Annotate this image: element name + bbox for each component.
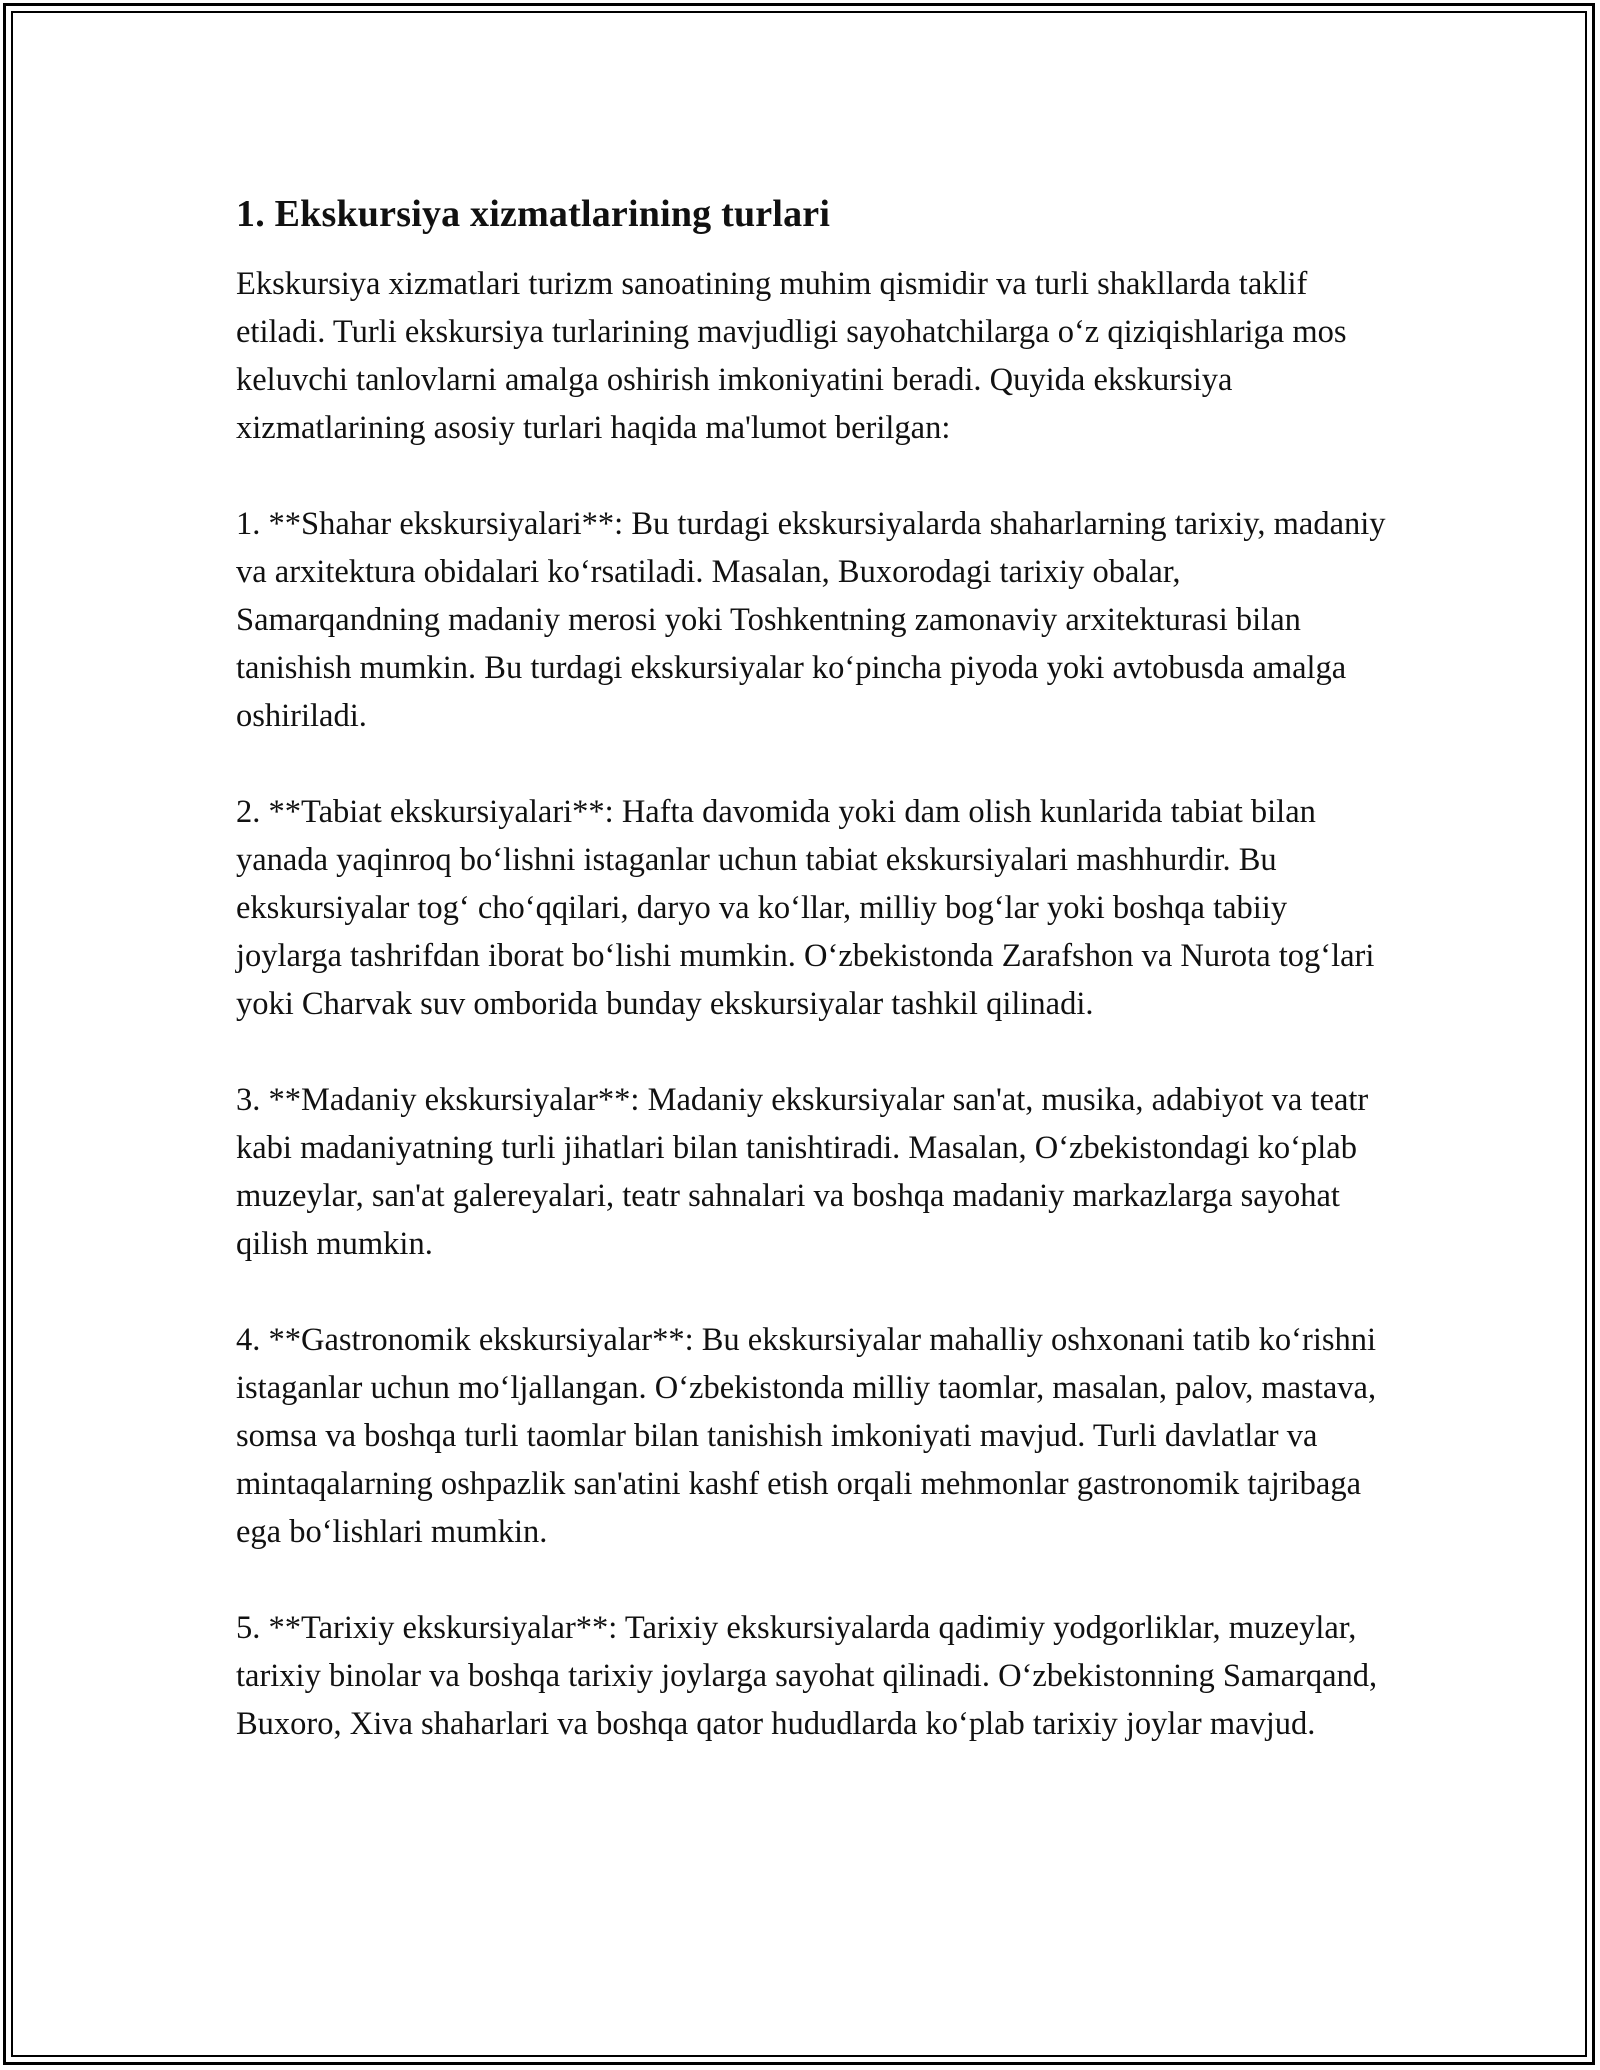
paragraph-nature-excursions: 2. **Tabiat ekskursiyalari**: Hafta davomida yoki dam olish kunlarida tabiat bilan yanada yaqinroq bo‘lishni istaganlar uchun tabiat ekskursiyalari mashhurdir. Bu ekskursiyalar tog‘ cho‘qqilari, daryo va ko‘llar, milliy bog‘lar yoki boshqa tabiiy joylarga tashrifdan iborat bo‘lishi mumkin. O‘zbekistonda Zarafshon va Nurota tog‘lari yoki Charvak suv omborida bunday ekskursiyalar tashkil qilinadi. (236, 794, 1375, 1022)
paragraph-cultural-excursions: 3. **Madaniy ekskursiyalar**: Madaniy ekskursiyalar san'at, musika, adabiyot va teatr kabi madaniyatning turli jihatlari bilan tanishtiradi. Masalan, O‘zbekistondagi ko‘plab muzeylar, san'at galereyalari, teatr sahnalari va boshqa madaniy markazlarga sayohat qilish mumkin. (236, 1082, 1369, 1262)
paragraph-gastronomic-excursions: 4. **Gastronomik ekskursiyalar**: Bu ekskursiyalar mahalliy oshxonani tatib ko‘rishni istaganlar uchun mo‘ljallangan. O‘zbekistonda milliy taomlar, masalan, palov, mastava, somsa va boshqa turli taomlar bilan tanishish imkoniyati mavjud. Turli davlatlar va mintaqalarning oshpazlik san'atini kashf etish orqali mehmonlar gastronomik tajribaga ega bo‘lishlari mumkin. (236, 1322, 1377, 1550)
section-title: 1. Ekskursiya xizmatlarining turlari (236, 193, 831, 235)
paragraph-city-excursions: 1. **Shahar ekskursiyalari**: Bu turdagi ekskursiyalarda shaharlarning tarixiy, madaniy va arxitektura obidalari ko‘rsatiladi. Masalan, Buxorodagi tarixiy obalar, Samarqandning madaniy merosi yoki Toshkentning zamonaviy arxitekturasi bilan tanishish mumkin. Bu turdagi ekskursiyalar ko‘pincha piyoda yoki avtobusda amalga oshiriladi. (236, 506, 1386, 734)
document-body (236, 188, 1386, 1748)
paragraph-historical-excursions: 5. **Tarixiy ekskursiyalar**: Tarixiy ekskursiyalarda qadimiy yodgorliklar, muzeylar, tarixiy binolar va boshqa tarixiy joylarga sayohat qilinadi. O‘zbekistonning Samarqand, Buxoro, Xiva shaharlari va boshqa qator hududlarda ko‘plab tarixiy joylar mavjud. (236, 1610, 1378, 1742)
intro-paragraph: Ekskursiya xizmatlari turizm sanoatining muhim qismidir va turli shakllarda taklif etiladi. Turli ekskursiya turlarining mavjudligi sayohatchilarga o‘z qiziqishlariga mos keluvchi tanlovlarni amalga oshirish imkoniyatini beradi. Quyida ekskursiya xizmatlarining asosiy turlari haqida ma'lumot berilgan: (236, 266, 1347, 446)
